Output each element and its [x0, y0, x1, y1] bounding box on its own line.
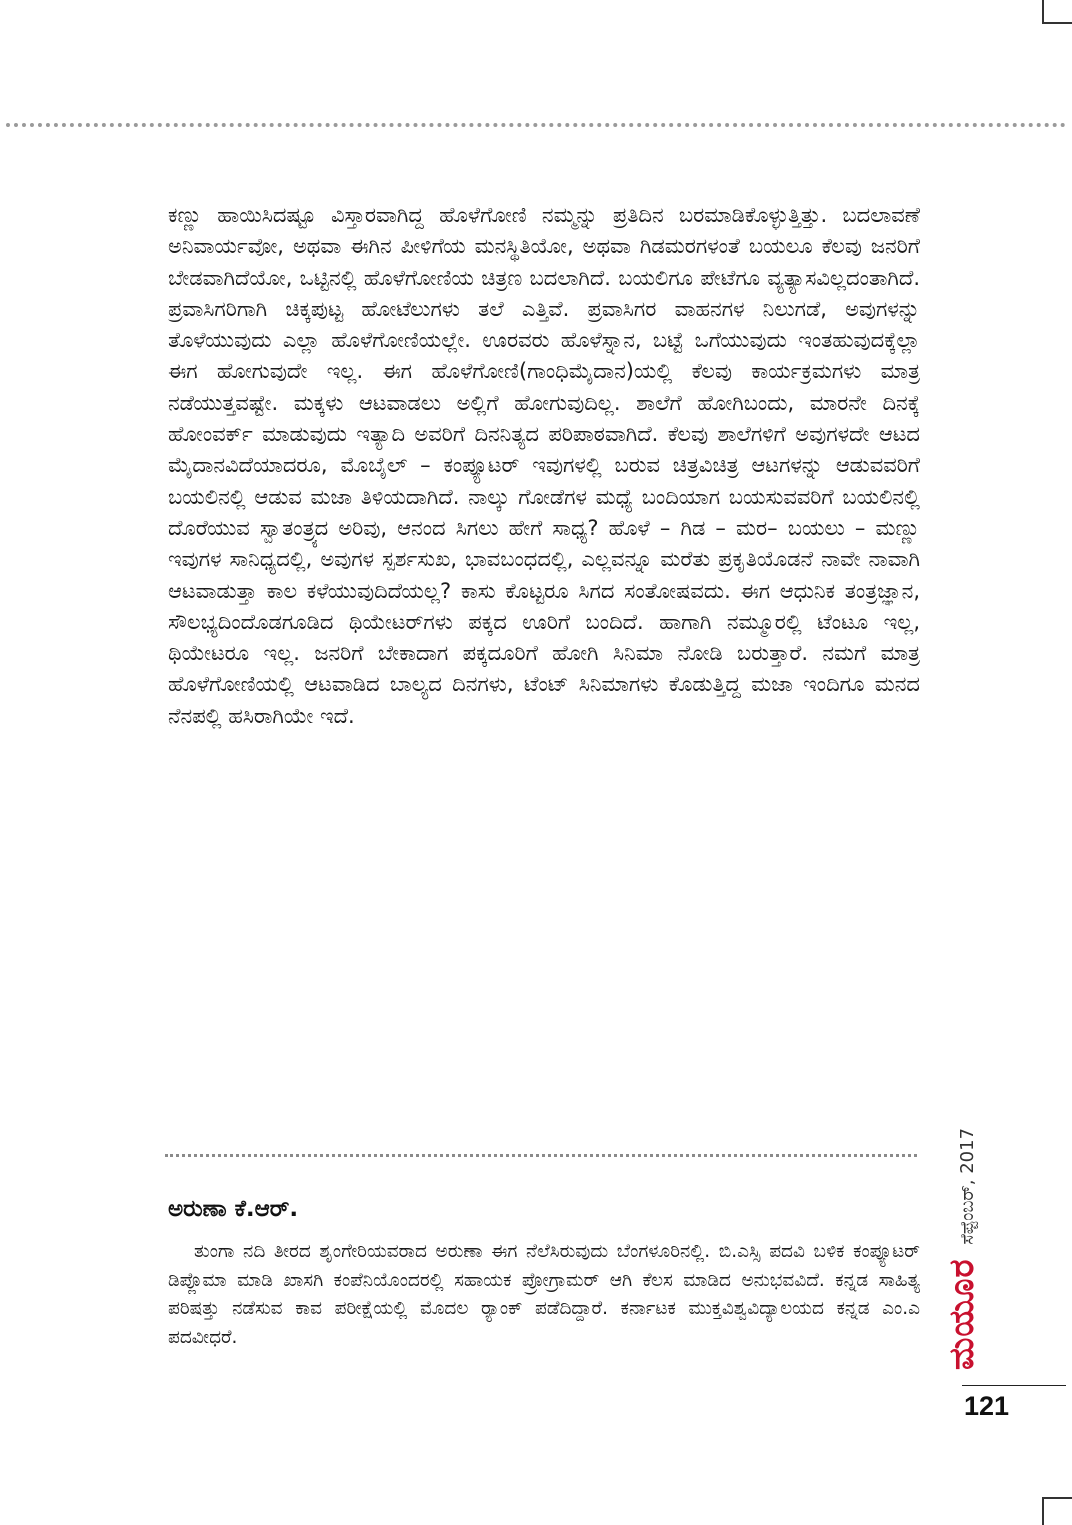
page-number: 121 [964, 1391, 1010, 1421]
header-dotted-rule [6, 123, 1066, 127]
magazine-logo: ಮಯೂರ [942, 1258, 982, 1370]
author-bio-paragraph: ತುಂಗಾ ನದಿ ತೀರದ ಶೃಂಗೇರಿಯವರಾದ ಅರುಣಾ ಈಗ ನೆಲೆಸಿರುವುದು ಬೆಂಗಳೂರಿನಲ್ಲಿ. ಬಿ.ಎಸ್ಸಿ ಪದವಿ ಬಳಿಕ ಕಂಪ್ಯೂಟರ್ ಡಿಪ್ಲೊಮಾ ಮಾಡಿ ಖಾಸಗಿ ಕಂಪೆನಿಯೊಂದರಲ್ಲಿ ಸಹಾಯಕ ಪ್ರೋಗ್ರಾಮರ್ ಆಗಿ ಕೆಲಸ ಮಾಡಿದ ಅನುಭವವಿದೆ. ಕನ್ನಡ ಸಾಹಿತ್ಯ ಪರಿಷತ್ತು ನಡೆಸುವ ಕಾವ ಪರೀಕ್ಷೆಯಲ್ಲಿ ಮೊದಲ ರ್‍ಯಾಂಕ್ ಪಡೆದಿದ್ದಾರೆ. ಕರ್ನಾಟಕ ಮುಕ್ತವಿಶ್ವವಿದ್ಯಾಲಯದ ಕನ್ನಡ ಎಂ.ಎ ಪದವೀಧರೆ. [168, 1241, 920, 1348]
side-branding [942, 1128, 982, 1370]
crop-mark-bottom-right-horizontal [1042, 1497, 1072, 1499]
author-bio [168, 1238, 920, 1352]
crop-mark-top-right-horizontal [1042, 22, 1072, 24]
crop-mark-bottom-right-vertical [1042, 1497, 1044, 1525]
page-number-rule [962, 1385, 1066, 1386]
article-body [168, 200, 920, 732]
article-paragraph: ಕಣ್ಣು ಹಾಯಿಸಿದಷ್ಟೂ ವಿಸ್ತಾರವಾಗಿದ್ದ ಹೊಳೆಗೋಣಿ ನಮ್ಮನ್ನು ಪ್ರತಿದಿನ ಬರಮಾಡಿಕೊಳ್ಳುತ್ತಿತ್ತು. ಬದಲಾವಣೆ ಅನಿವಾರ್ಯವೋ, ಅಥವಾ ಈಗಿನ ಪೀಳಿಗೆಯ ಮನಸ್ಥಿತಿಯೋ, ಅಥವಾ ಗಿಡಮರಗಳಂತೆ ಬಯಲೂ ಕೆಲವು ಜನರಿಗೆ ಬೇಡವಾಗಿದೆಯೋ, ಒಟ್ಟಿನಲ್ಲಿ ಹೊಳೆಗೋಣಿಯ ಚಿತ್ರಣ ಬದಲಾಗಿದೆ. ಬಯಲಿಗೂ ಪೇಟೆಗೂ ವ್ಯತ್ಯಾಸವಿಲ್ಲದಂತಾಗಿದೆ. ಪ್ರವಾಸಿಗರಿಗಾಗಿ ಚಿಕ್ಕಪುಟ್ಟ ಹೋಟೆಲುಗಳು ತಲೆ ಎತ್ತಿವೆ. ಪ್ರವಾಸಿಗರ ವಾಹನಗಳ ನಿಲುಗಡೆ, ಅವುಗಳನ್ನು ತೊಳೆಯುವುದು ಎಲ್ಲಾ ಹೊಳೆಗೋಣಿಯಲ್ಲೇ. ಊರವರು ಹೊಳೆಸ್ನಾನ, ಬಟ್ಟೆ ಒಗೆಯುವುದು ಇಂತಹುವುದಕ್ಕೆಲ್ಲಾ ಈಗ ಹೋಗುವುದೇ ಇಲ್ಲ. ಈಗ ಹೊಳೆಗೋಣಿ(ಗಾಂಧಿಮೈದಾನ)ಯಲ್ಲಿ ಕೆಲವು ಕಾರ್ಯಕ್ರಮಗಳು ಮಾತ್ರ ನಡೆಯುತ್ತವಷ್ಟೇ. ಮಕ್ಕಳು ಆಟವಾಡಲು ಅಲ್ಲಿಗೆ ಹೋಗುವುದಿಲ್ಲ. ಶಾಲೆಗೆ ಹೋಗಿಬಂದು, ಮಾರನೇ ದಿನಕ್ಕೆ ಹೋಂವರ್ಕ್ ಮಾಡುವುದು ಇತ್ಯಾದಿ ಅವರಿಗೆ ದಿನನಿತ್ಯದ ಪರಿಪಾಠವಾಗಿದೆ. ಕೆಲವು ಶಾಲೆಗಳಿಗೆ ಅವುಗಳದೇ ಆಟದ ಮೈದಾನವಿದೆಯಾದರೂ, ಮೊಬೈಲ್ – ಕಂಪ್ಯೂಟರ್ ಇವುಗಳಲ್ಲಿ ಬರುವ ಚಿತ್ರವಿಚಿತ್ರ ಆಟಗಳನ್ನು ಆಡುವವರಿಗೆ ಬಯಲಿನಲ್ಲಿ ಆಡುವ ಮಜಾ ತಿಳಿಯದಾಗಿದೆ. ನಾಲ್ಕು ಗೋಡೆಗಳ ಮಧ್ಯೆ ಬಂದಿಯಾಗ ಬಯಸುವವರಿಗೆ ಬಯಲಿನಲ್ಲಿ ದೊರೆಯುವ ಸ್ವಾತಂತ್ರ್ಯದ ಅರಿವು, ಆನಂದ ಸಿಗಲು ಹೇಗೆ ಸಾಧ್ಯ? ಹೊಳೆ – ಗಿಡ – ಮರ– ಬಯಲು – ಮಣ್ಣು ಇವುಗಳ ಸಾನಿಧ್ಯದಲ್ಲಿ, ಅವುಗಳ ಸ್ಪರ್ಶಸುಖ, ಭಾವಬಂಧದಲ್ಲಿ, ಎಲ್ಲವನ್ನೂ ಮರೆತು ಪ್ರಕೃತಿಯೊಡನೆ ನಾವೇ ನಾವಾಗಿ ಆಟವಾಡುತ್ತಾ ಕಾಲ ಕಳೆಯುವುದಿದೆಯಲ್ಲ? ಕಾಸು ಕೊಟ್ಟರೂ ಸಿಗದ ಸಂತೋಷವದು. ಈಗ ಆಧುನಿಕ ತಂತ್ರಜ್ಞಾನ, ಸೌಲಭ್ಯದಿಂದೊಡಗೂಡಿದ ಥಿಯೇಟರ್‌ಗಳು ಪಕ್ಕದ ಊರಿಗೆ ಬಂದಿದೆ. ಹಾಗಾಗಿ ನಮ್ಮೂರಲ್ಲಿ ಟೆಂಟೂ ಇಲ್ಲ, ಥಿಯೇಟರೂ ಇಲ್ಲ. ಜನರಿಗೆ ಬೇಕಾದಾಗ ಪಕ್ಕದೂರಿಗೆ ಹೋಗಿ ಸಿನಿಮಾ ನೋಡಿ ಬರುತ್ತಾರೆ. ನಮಗೆ ಮಾತ್ರ ಹೊಳೆಗೋಣಿಯಲ್ಲಿ ಆಟವಾಡಿದ ಬಾಲ್ಯದ ದಿನಗಳು, ಟೆಂಟ್ ಸಿನಿಮಾಗಳು ಕೊಡುತ್ತಿದ್ದ ಮಜಾ ಇಂದಿಗೂ ಮನದ ನೆನಪಲ್ಲಿ ಹಸಿರಾಗಿಯೇ ಇದೆ. [168, 203, 920, 728]
bio-dotted-rule [165, 1154, 917, 1157]
issue-date: ಸೆಪ್ಟೆಂಬರ್, 2017 [957, 1127, 978, 1245]
crop-mark-top-right-vertical [1042, 0, 1044, 24]
author-name: ಅರುಣಾ ಕೆ.ಆರ್. [168, 1196, 299, 1222]
